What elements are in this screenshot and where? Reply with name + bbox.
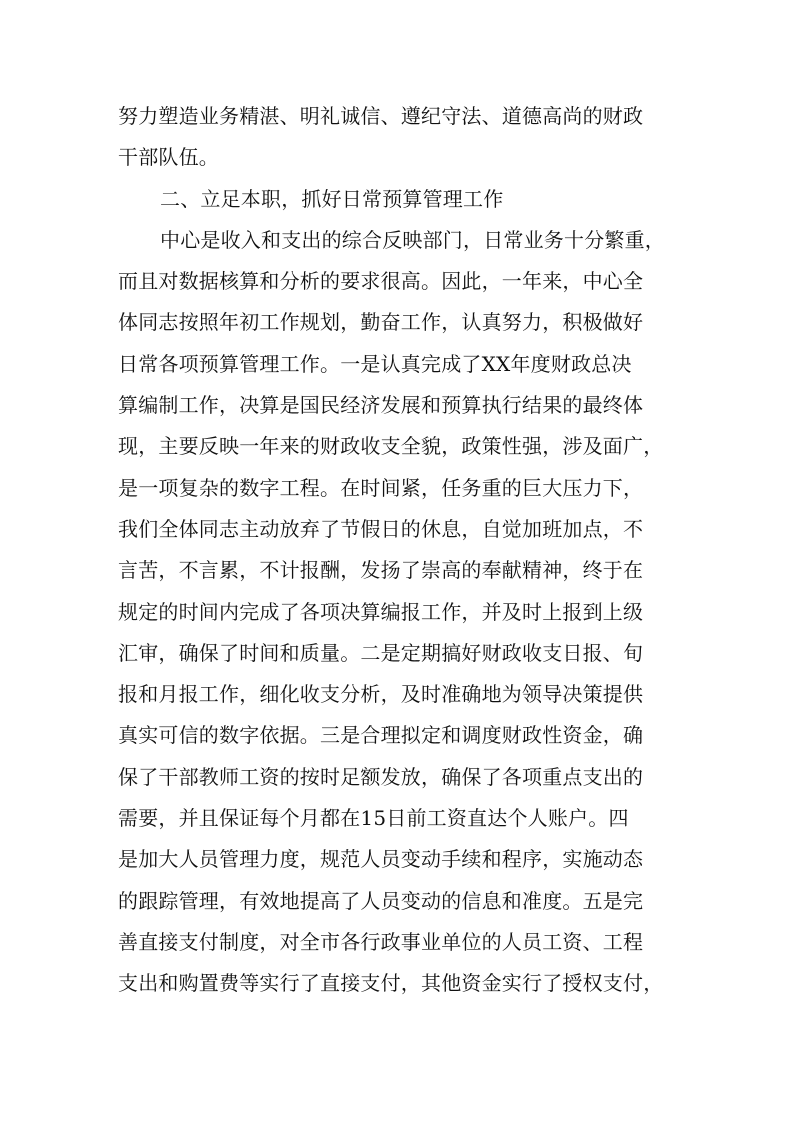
text-line: 而且对数据核算和分析的要求很高。因此，一年来，中心全 xyxy=(118,269,644,294)
text-line: 现，主要反映一年来的财政收支全貌，政策性强，涉及面广， xyxy=(118,434,664,459)
text-line: 保了干部教师工资的按时足额发放，确保了各项重点支出的 xyxy=(118,764,644,789)
text-line: 需要，并且保证每个月都在15日前工资直达个人账户。四 xyxy=(118,806,629,831)
text-line: 报和月报工作，细化收支分析，及时准确地为领导决策提供 xyxy=(118,682,644,707)
text-line: 干部队伍。 xyxy=(118,145,219,170)
text-line: 是加大人员管理力度，规范人员变动手续和程序，实施动态 xyxy=(118,847,644,872)
text-line: 言苦，不言累，不计报酬，发扬了崇高的奉献精神，终于在 xyxy=(118,558,644,583)
text-line: 的跟踪管理，有效地提高了人员变动的信息和准度。五是完 xyxy=(118,888,644,913)
text-line: 我们全体同志主动放弃了节假日的休息，自觉加班加点，不 xyxy=(118,516,644,541)
text-line: 算编制工作，决算是国民经济发展和预算执行结果的最终体 xyxy=(118,393,644,418)
text-line: 体同志按照年初工作规划，勤奋工作，认真努力，积极做好 xyxy=(118,310,644,335)
text-line: 规定的时间内完成了各项决算编报工作，并及时上报到上级 xyxy=(118,599,644,624)
text-line: 日常各项预算管理工作。一是认真完成了XX年度财政总决 xyxy=(118,351,632,376)
text-line: 是一项复杂的数字工程。在时间紧，任务重的巨大压力下， xyxy=(118,475,644,500)
section-heading: 二、立足本职，抓好日常预算管理工作 xyxy=(160,186,504,211)
text-line: 努力塑造业务精湛、明礼诚信、遵纪守法、道德高尚的财政 xyxy=(118,104,644,128)
text-line: 支出和购置费等实行了直接支付，其他资金实行了授权支付， xyxy=(118,971,664,996)
text-line: 中心是收入和支出的综合反映部门，日常业务十分繁重， xyxy=(160,227,665,252)
text-line: 真实可信的数字依据。三是合理拟定和调度财政性资金，确 xyxy=(118,723,644,748)
text-line: 善直接支付制度，对全市各行政事业单位的人员工资、工程 xyxy=(118,929,644,954)
text-line: 汇审，确保了时间和质量。二是定期搞好财政收支日报、旬 xyxy=(118,640,644,665)
body-text xyxy=(118,96,678,1005)
